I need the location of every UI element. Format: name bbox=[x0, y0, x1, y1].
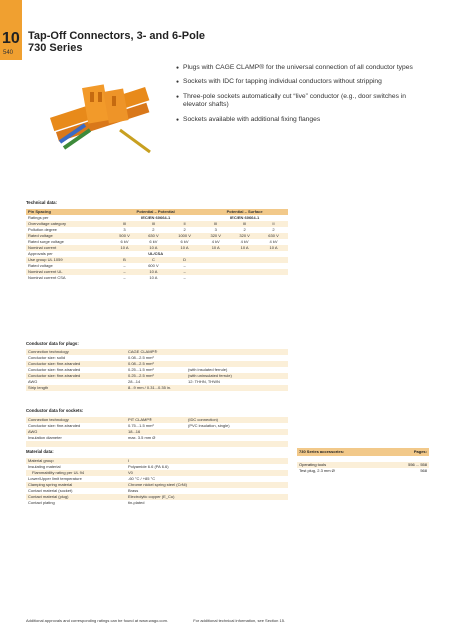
table-row: Strip length 8...9 mm / 0.31...0.35 in. bbox=[26, 385, 288, 391]
technical-section-title: Technical data: bbox=[26, 200, 57, 205]
feature-item: ● Sockets with IDC for tapping individual conductors without stripping bbox=[176, 78, 416, 86]
sockets-table bbox=[26, 417, 288, 447]
footer-note-left: Additional approvals and corresponding ratings can be found at www.wago.com. bbox=[26, 618, 169, 623]
table-row: Conductor size: fine-stranded 0.75...1.5 mm² (PVC insulation, single) bbox=[26, 423, 288, 429]
table-row: Contact plating tin-plated bbox=[26, 500, 288, 506]
table-row: Nominal current UL – 10 A – bbox=[26, 269, 288, 275]
table-row: Conductor size: fine-stranded 0.25...2.5 mm² (with uninsulated ferrule) bbox=[26, 373, 288, 379]
feature-item: ● Plugs with CAGE CLAMP® for the universal connection of all conductor types bbox=[176, 64, 416, 72]
table-row: Contact material (plug) Electrolytic copper (E_Cu) bbox=[26, 494, 288, 500]
table-row: Nominal current 10 A 10 A 10 A 10 A 10 A 10 A bbox=[26, 245, 288, 251]
chapter-number: 10 bbox=[2, 30, 20, 47]
footer-note-right: For additional technical information, see Section 15. bbox=[193, 618, 286, 623]
table-row: Insulation diameter max. 3.5 mm Ø bbox=[26, 435, 288, 441]
accessory-row: Operating tools 556 ... 558 bbox=[299, 462, 427, 467]
table-row: AWG 18...16 bbox=[26, 429, 288, 435]
table-row: Conductor size: solid 0.08...2.5 mm² bbox=[26, 355, 288, 361]
table-row: Conductor size: fine-stranded 0.25...1.5 mm² (with insulated ferrule) bbox=[26, 367, 288, 373]
material-table bbox=[26, 458, 288, 506]
table-row: Nominal current CSA – 10 A – bbox=[26, 275, 288, 281]
table-row: Overvoltage category III III II III III II bbox=[26, 221, 288, 227]
table-row: AWG 28...14 12: THHN, THWN bbox=[26, 379, 288, 385]
technical-table bbox=[26, 209, 288, 281]
material-section-title: Material data: bbox=[26, 449, 54, 454]
table-row: Connection technology CAGE CLAMP® bbox=[26, 349, 288, 355]
feature-list bbox=[176, 64, 416, 130]
accessory-row: Test plug, 2.3 mm Ø 568 bbox=[299, 468, 427, 473]
table-row: Rated voltage 500 V 630 V 1000 V 320 V 320 V 630 V bbox=[26, 233, 288, 239]
table-row: Material group I bbox=[26, 458, 288, 464]
title-line-2: 730 Series bbox=[28, 42, 83, 54]
table-row: Insulating material Polyamide 6.6 (PA 6.6) bbox=[26, 464, 288, 470]
table-row: Conductor size: fine-stranded 0.08...2.5 mm² bbox=[26, 361, 288, 367]
page-number: 540 bbox=[3, 50, 14, 56]
accessories-panel bbox=[297, 448, 429, 474]
plugs-section-title: Conductor data for plugs: bbox=[26, 341, 79, 346]
table-row: Flammability rating per UL 94 V0 bbox=[26, 470, 288, 476]
table-row: Approvals per UL/CSA bbox=[26, 251, 288, 257]
table-row: Rated voltage – 600 V – bbox=[26, 263, 288, 269]
page-title bbox=[28, 30, 205, 54]
table-row: Use group UL 1059 B C D bbox=[26, 257, 288, 263]
feature-item: ● Three-pole sockets automatically cut “live” conductor (e.g., door switches in elevator shafts) bbox=[176, 93, 416, 110]
table-row: Pollution degree 3 2 2 3 2 2 bbox=[26, 227, 288, 233]
plugs-table bbox=[26, 349, 288, 391]
table-row: Connection technology PIT CLAMP® (IDC connection) bbox=[26, 417, 288, 423]
table-row: Ratings per IEC/EN 60664-1 IEC/EN 60664-1 bbox=[26, 215, 288, 221]
accessories-header: 730 Series accessories: Pages: bbox=[299, 449, 427, 454]
table-row: Lower/Upper limit temperature -60 °C / +85 °C bbox=[26, 476, 288, 482]
connector-photo bbox=[40, 70, 160, 166]
table-row bbox=[26, 441, 288, 447]
sockets-section-title: Conductor data for sockets: bbox=[26, 408, 84, 413]
table-row: Clamping spring material Chrome nickel spring steel (CrNi) bbox=[26, 482, 288, 488]
title-line-1: Tap-Off Connectors, 3- and 6-Pole bbox=[28, 30, 206, 42]
feature-item: ● Sockets available with additional fixing flanges bbox=[176, 116, 416, 124]
table-header-row: Pin Spacing Potential – Potential Potential – Surface bbox=[26, 209, 288, 215]
table-row: Contact material (socket) Brass bbox=[26, 488, 288, 494]
table-row: Rated surge voltage 6 kV 6 kV 6 kV 4 kV 4 kV 4 kV bbox=[26, 239, 288, 245]
footer bbox=[26, 618, 309, 623]
